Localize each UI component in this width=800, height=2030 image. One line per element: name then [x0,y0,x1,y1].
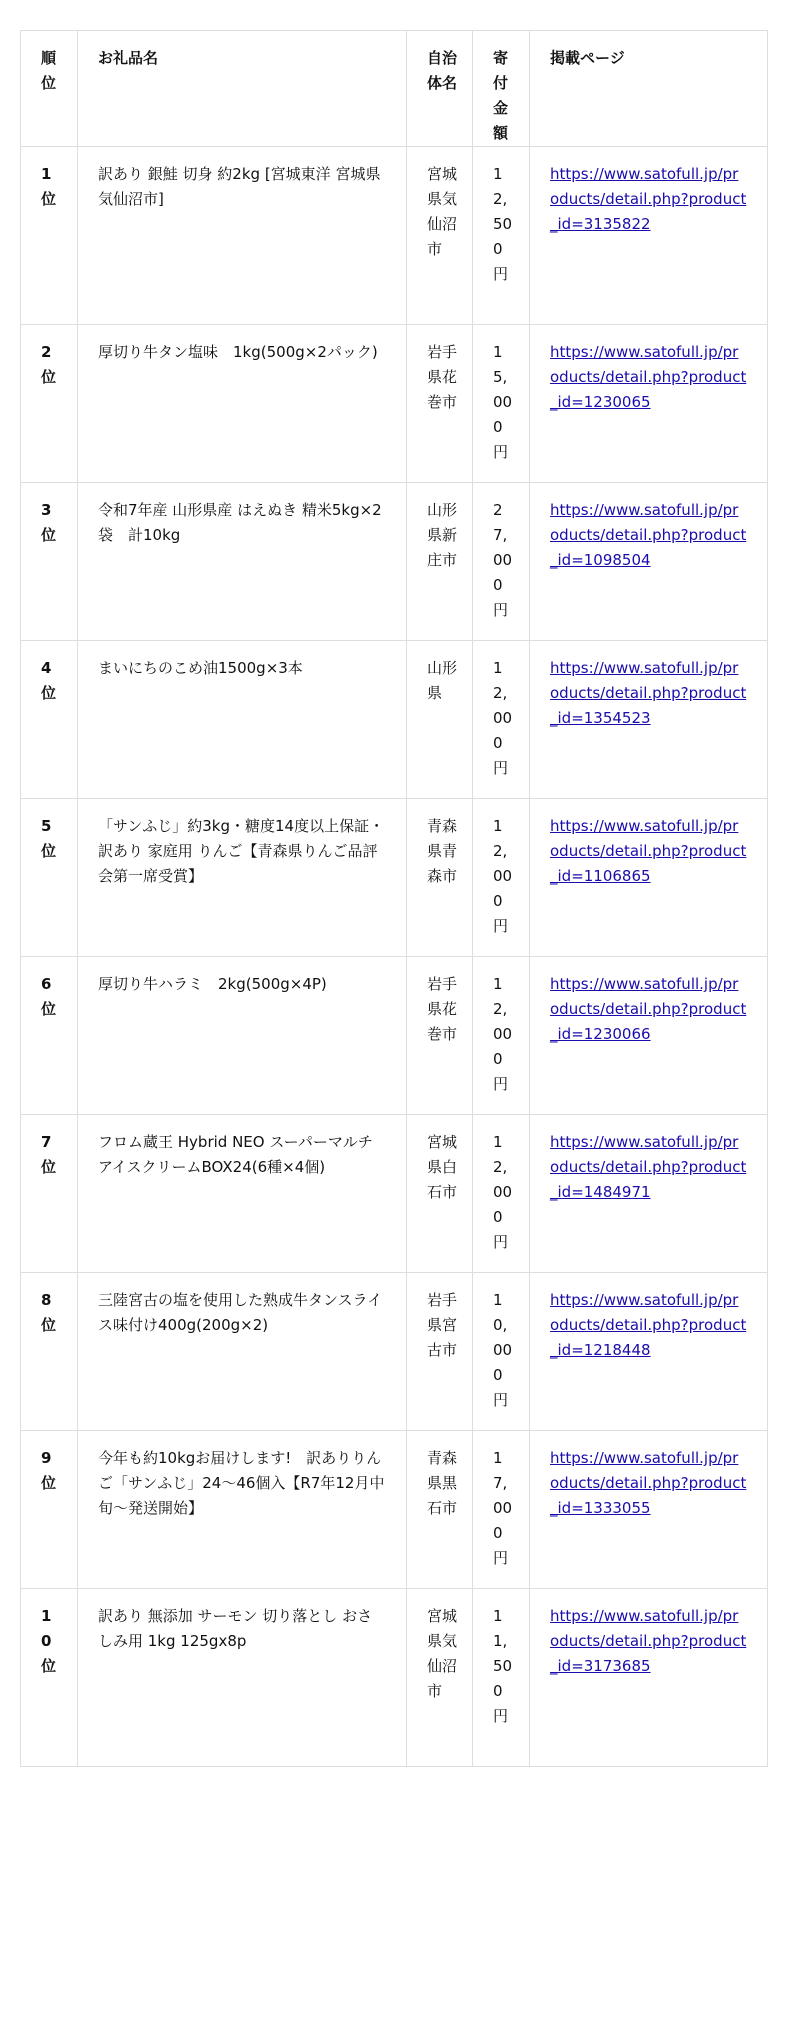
donation-amount-cell: 17,000円 [473,1431,530,1589]
municipality-cell: 青森県青森市 [407,799,473,957]
listing-page-cell [530,325,768,483]
donation-amount-cell: 12,500円 [473,147,530,325]
table-header [21,31,768,147]
header-rank: 順位 [21,31,78,147]
donation-amount-cell: 12,000円 [473,799,530,957]
rank-cell: 8位 [21,1273,78,1431]
listing-page-cell [530,147,768,325]
product-detail-link[interactable]: https://www.satofull.jp/products/detail.php?product_id=1333055 [550,1449,747,1517]
furusato-ranking-table [20,30,768,1767]
gift-name-cell: 三陸宮古の塩を使用した熟成牛タンスライス味付け400g(200g×2) [78,1273,407,1431]
gift-name-cell: 「サンふじ」約3kg・糖度14度以上保証・訳あり 家庭用 りんご【青森県りんご品評会第一席受賞】 [78,799,407,957]
product-detail-link[interactable]: https://www.satofull.jp/products/detail.php?product_id=1484971 [550,1133,747,1201]
rank-cell: 2位 [21,325,78,483]
municipality-cell: 山形県新庄市 [407,483,473,641]
municipality-cell: 岩手県宮古市 [407,1273,473,1431]
municipality-cell: 山形県 [407,641,473,799]
donation-amount-cell: 12,000円 [473,641,530,799]
municipality-cell: 宮城県気仙沼市 [407,1589,473,1767]
product-detail-link[interactable]: https://www.satofull.jp/products/detail.php?product_id=1230066 [550,975,747,1043]
listing-page-cell [530,1431,768,1589]
listing-page-cell [530,483,768,641]
table-row [21,1273,768,1431]
gift-name-cell: まいにちのこめ油1500g×3本 [78,641,407,799]
donation-amount-cell: 15,000円 [473,325,530,483]
gift-name-cell: 今年も約10kgお届けします! 訳ありりんご「サンふじ」24〜46個入【R7年12月中旬〜発送開始】 [78,1431,407,1589]
table-row [21,641,768,799]
donation-amount-cell: 11,500円 [473,1589,530,1767]
listing-page-cell [530,1589,768,1767]
gift-name-cell: 厚切り牛タン塩味 1kg(500g×2パック) [78,325,407,483]
table-body [21,147,768,1767]
header-listing-page: 掲載ページ [530,31,768,147]
rank-cell: 3位 [21,483,78,641]
listing-page-cell [530,1115,768,1273]
rank-cell: 1位 [21,147,78,325]
listing-page-cell [530,641,768,799]
table-row [21,799,768,957]
donation-amount-cell: 27,000円 [473,483,530,641]
municipality-cell: 岩手県花巻市 [407,325,473,483]
donation-amount-cell: 12,000円 [473,957,530,1115]
listing-page-cell [530,799,768,957]
rank-cell: 7位 [21,1115,78,1273]
gift-name-cell: フロム蔵王 Hybrid NEO スーパーマルチアイスクリームBOX24(6種×4個) [78,1115,407,1273]
gift-name-cell: 令和7年産 山形県産 はえぬき 精米5kg×2袋 計10kg [78,483,407,641]
product-detail-link[interactable]: https://www.satofull.jp/products/detail.php?product_id=1098504 [550,501,747,569]
header-municipality: 自治体名 [407,31,473,147]
product-detail-link[interactable]: https://www.satofull.jp/products/detail.php?product_id=1106865 [550,817,747,885]
product-detail-link[interactable]: https://www.satofull.jp/products/detail.php?product_id=1230065 [550,343,747,411]
rank-cell: 6位 [21,957,78,1115]
table-row [21,483,768,641]
donation-amount-cell: 10,000円 [473,1273,530,1431]
product-detail-link[interactable]: https://www.satofull.jp/products/detail.php?product_id=1354523 [550,659,747,727]
table-row [21,1431,768,1589]
product-detail-link[interactable]: https://www.satofull.jp/products/detail.php?product_id=3173685 [550,1607,747,1675]
rank-cell: 4位 [21,641,78,799]
listing-page-cell [530,957,768,1115]
municipality-cell: 岩手県花巻市 [407,957,473,1115]
gift-name-cell: 厚切り牛ハラミ 2kg(500g×4P) [78,957,407,1115]
product-detail-link[interactable]: https://www.satofull.jp/products/detail.php?product_id=1218448 [550,1291,747,1359]
gift-name-cell: 訳あり 銀鮭 切身 約2kg [宮城東洋 宮城県 気仙沼市] [78,147,407,325]
municipality-cell: 宮城県気仙沼市 [407,147,473,325]
rank-cell: 9位 [21,1431,78,1589]
donation-amount-cell: 12,000円 [473,1115,530,1273]
product-detail-link[interactable]: https://www.satofull.jp/products/detail.php?product_id=3135822 [550,165,747,233]
header-row [21,31,768,147]
rank-cell: 5位 [21,799,78,957]
gift-name-cell: 訳あり 無添加 サーモン 切り落とし おさしみ用 1kg 125gx8p [78,1589,407,1767]
table-row [21,957,768,1115]
table-row [21,147,768,325]
rank-cell: 10位 [21,1589,78,1767]
header-gift-name: お礼品名 [78,31,407,147]
table-row [21,1115,768,1273]
listing-page-cell [530,1273,768,1431]
header-donation-amount: 寄付金額 [473,31,530,147]
table-row [21,1589,768,1767]
table-row [21,325,768,483]
municipality-cell: 青森県黒石市 [407,1431,473,1589]
municipality-cell: 宮城県白石市 [407,1115,473,1273]
